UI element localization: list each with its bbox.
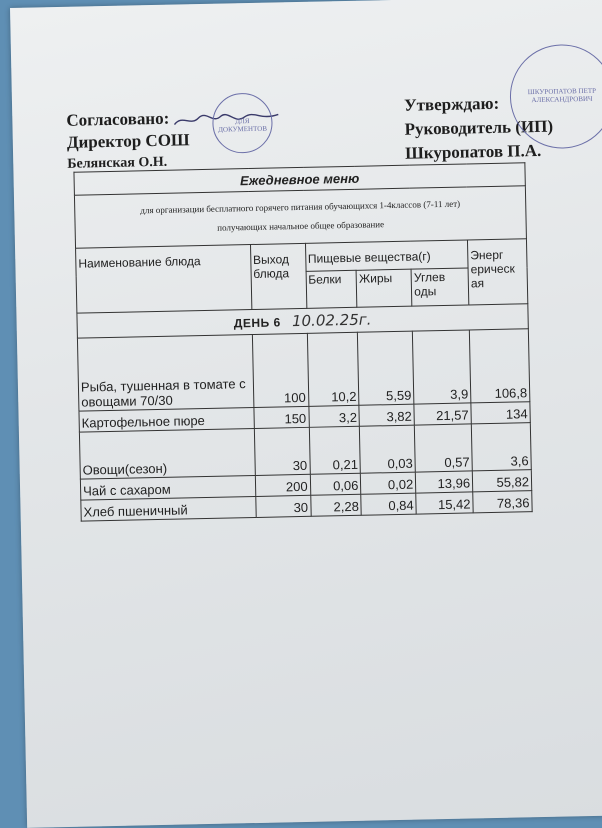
dish-carbs: 21,57 bbox=[414, 403, 471, 425]
menu-table bbox=[73, 162, 532, 521]
menu-row bbox=[77, 329, 529, 411]
dish-carbs: 3,9 bbox=[413, 330, 471, 404]
dish-name: Рыба, тушенная в томате с овощами 70/30 bbox=[77, 335, 253, 412]
dish-name: Овощи(сезон) bbox=[79, 428, 255, 479]
col-header-name: Наименование блюда bbox=[76, 245, 252, 314]
dish-protein: 0,06 bbox=[310, 473, 361, 495]
dish-protein: 10,2 bbox=[307, 332, 359, 406]
right-name: Шкуропатов П.А. bbox=[404, 140, 542, 163]
dish-name: Картофельное пюре bbox=[79, 407, 254, 432]
day-date: 10.02.25г. bbox=[291, 310, 372, 331]
day-label: ДЕНЬ 6 bbox=[233, 315, 281, 331]
dish-name: Хлеб пшеничный bbox=[81, 496, 256, 521]
col-header-carbs: Углев оды bbox=[411, 268, 469, 306]
dish-fat: 3,82 bbox=[359, 404, 414, 426]
dish-carbs: 0,57 bbox=[414, 424, 472, 472]
menu-subtitle bbox=[74, 186, 526, 248]
left-stamp: ДЛЯ ДОКУМЕНТОВ bbox=[212, 93, 273, 154]
dish-energy: 3,6 bbox=[471, 423, 531, 471]
dish-carbs: 15,42 bbox=[416, 492, 473, 514]
dish-output: 100 bbox=[252, 333, 308, 407]
dish-protein: 0,21 bbox=[309, 426, 361, 474]
dish-energy: 106,8 bbox=[469, 329, 529, 403]
dish-energy: 55,82 bbox=[472, 470, 531, 492]
dish-energy: 78,36 bbox=[473, 491, 532, 513]
col-header-energy: Энерг ерическ ая bbox=[468, 239, 528, 305]
right-position: Руководитель (ИП) bbox=[404, 116, 554, 139]
right-stamp: ШКУРОПАТОВ ПЕТР АЛЕКСАНДРОВИЧ bbox=[509, 43, 602, 149]
left-position: Директор СОШ bbox=[66, 130, 190, 152]
menu-title: Ежедневное меню bbox=[74, 163, 525, 195]
col-header-protein: Белки bbox=[306, 270, 358, 308]
col-header-nutrients: Пищевые вещества(г) bbox=[305, 240, 468, 271]
col-header-output: Выход блюда bbox=[250, 243, 306, 309]
dish-carbs: 13,96 bbox=[415, 471, 472, 493]
dish-output: 150 bbox=[254, 406, 309, 428]
subtitle-line-1: для организации бесплатного горячего питания обучающихся 1-4классов (7-11 лет) bbox=[140, 198, 461, 216]
left-approval: Согласовано: bbox=[66, 108, 170, 130]
col-header-fat: Жиры bbox=[356, 269, 412, 307]
dish-energy: 134 bbox=[471, 402, 530, 424]
dish-protein: 3,2 bbox=[308, 405, 359, 427]
dish-output: 30 bbox=[254, 427, 310, 475]
paper-sheet bbox=[10, 0, 602, 828]
right-approval: Утверждаю: bbox=[403, 93, 500, 115]
dish-fat: 0,03 bbox=[360, 425, 416, 473]
subtitle-line-2: получающих начальное общее образование bbox=[217, 219, 385, 233]
dish-fat: 5,59 bbox=[358, 331, 414, 405]
dish-fat: 0,84 bbox=[361, 493, 416, 515]
dish-output: 30 bbox=[255, 495, 310, 517]
dish-fat: 0,02 bbox=[361, 472, 416, 494]
dish-output: 200 bbox=[255, 474, 310, 496]
left-name: Белянская О.Н. bbox=[67, 154, 168, 172]
dish-name: Чай с сахаром bbox=[80, 475, 255, 500]
dish-protein: 2,28 bbox=[310, 494, 361, 516]
